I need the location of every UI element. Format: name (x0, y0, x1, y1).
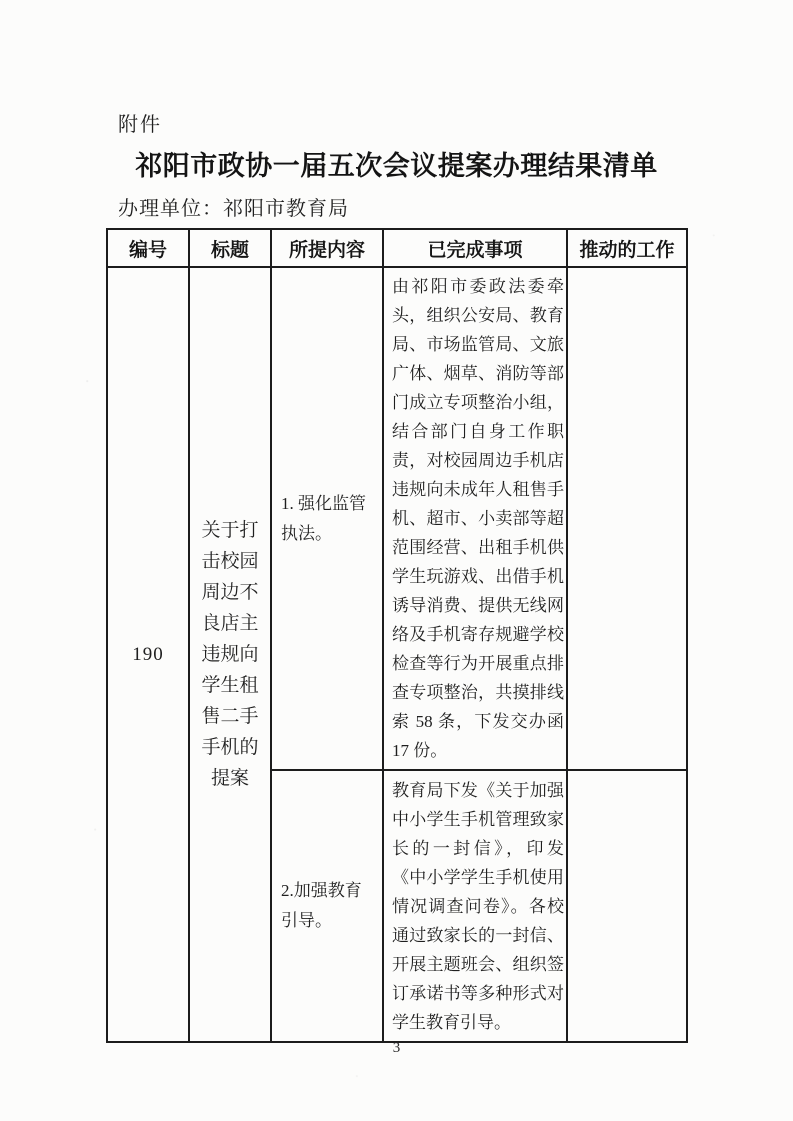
table-header-row (107, 229, 687, 267)
cell-content-1 (271, 267, 383, 770)
page-number: 3 (392, 1040, 401, 1056)
document-title: 祁阳市政协一届五次会议提案办理结果清单 (135, 151, 658, 181)
handling-unit-label: 办理单位： (118, 198, 223, 220)
handling-unit-line (118, 192, 349, 221)
proposal-title-text: 关于打击校园周边不良店主违规向学生租售二手手机的提案 (201, 520, 259, 789)
completed-text-1: 由祁阳市委政法委牵头，组织公安局、教育局、市场监管局、文旅广体、烟草、消防等部门成立专项整治小组，结合部门自身工作职责，对校园周边手机店违规向未成年人租售手机、超市、小卖部等超范围经营、出租手机供学生玩游戏、出借手机诱导消费、提供无线网络及手机寄存规避学校检查等行为开展重点排查专项整治，共摸排线索 58 条，下发交办函 17 份。 (392, 277, 564, 760)
cell-promoted-1 (567, 267, 687, 770)
handling-unit-value: 祁阳市教育局 (223, 198, 349, 220)
col-header-number: 编号 (107, 229, 189, 267)
content-text-1: 1. 强化监管执法。 (281, 493, 366, 543)
proposal-results-table (106, 228, 688, 1043)
col-header-completed: 已完成事项 (383, 229, 567, 267)
attachment-label: 附件 (118, 114, 162, 136)
content-text-2: 2.加强教育引导。 (281, 881, 362, 930)
completed-text-2: 教育局下发《关于加强中小学生手机管理致家长的一封信》，印发《中小学学生手机使用情况调查问卷》。各校通过致家长的一封信、开展主题班会、组织签订承诺书等多种形式对学生教育引导。 (392, 780, 564, 1032)
cell-promoted-2 (567, 770, 687, 1042)
col-header-content: 所提内容 (271, 229, 383, 267)
cell-proposal-title (189, 267, 271, 1042)
cell-completed-2 (383, 770, 567, 1042)
cell-content-2 (271, 770, 383, 1042)
table-row-sub1 (107, 267, 687, 770)
cell-completed-1 (383, 267, 567, 770)
cell-proposal-number: 190 (107, 267, 189, 1042)
col-header-title: 标题 (189, 229, 271, 267)
col-header-promoted: 推动的工作 (567, 229, 687, 267)
